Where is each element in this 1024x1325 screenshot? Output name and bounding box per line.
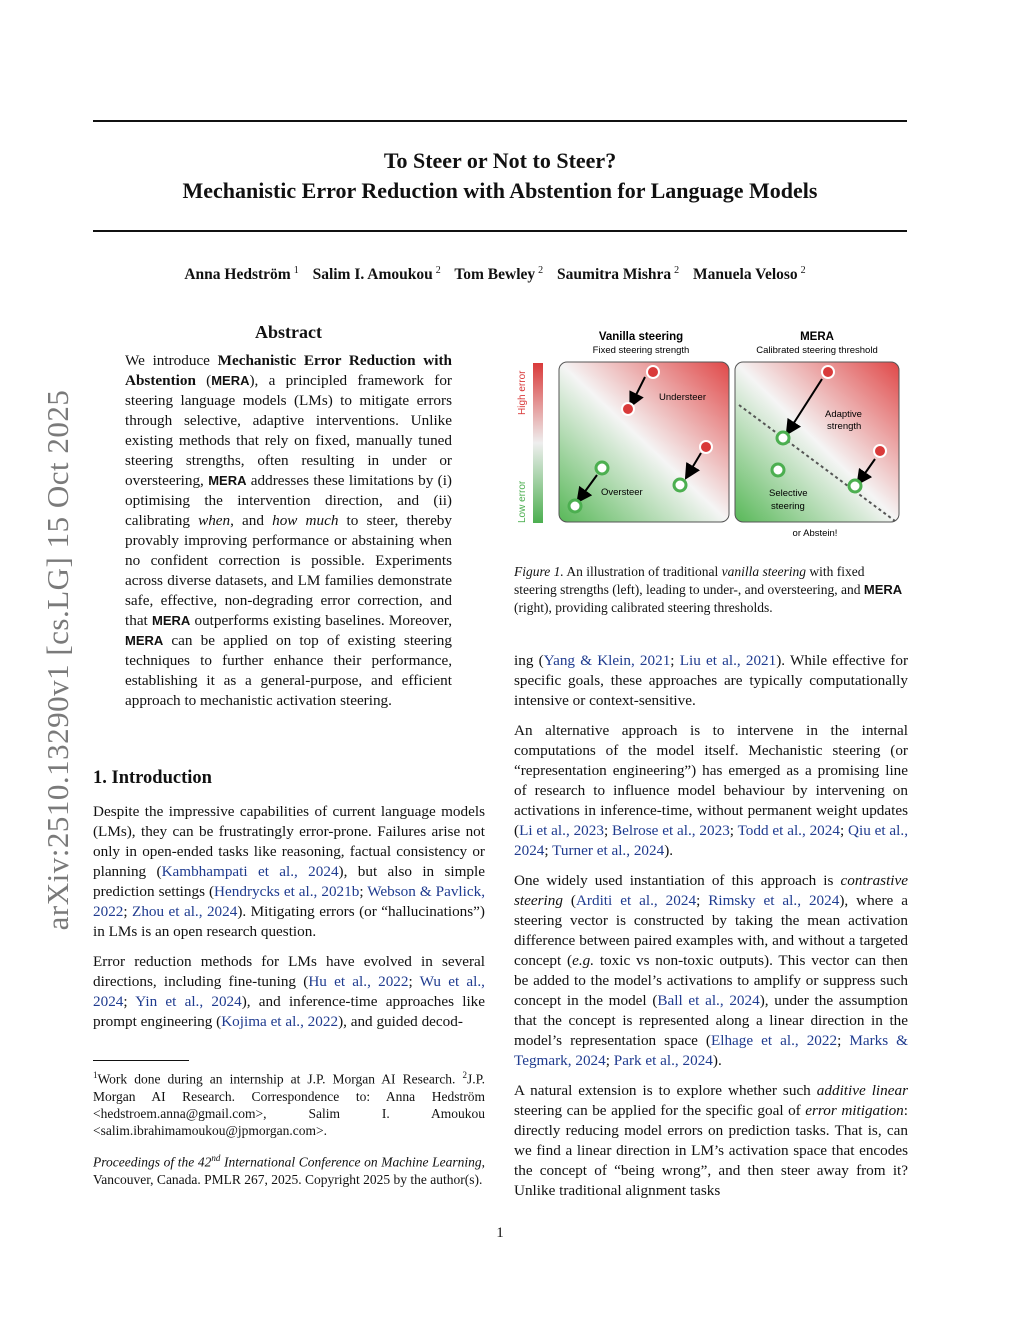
- citation-link[interactable]: Rimsky et al., 2024: [708, 892, 840, 909]
- understeer-label: Understeer: [659, 392, 706, 403]
- low-error-point: [777, 432, 789, 444]
- author-affiliation: 2: [538, 265, 544, 276]
- high-error-point: [700, 441, 712, 453]
- paragraph: One widely used instantiation of this approach is contrastive steering (Arditi et al., 2024; Rimsky et al., 2024), where a steering vector is constructed by taking the mean activation difference between paired examples with, and without a targeted concept (e.g. toxic vs non-toxic outputs). This vector can then be added to the model’s activations to amplify or suppress such concept in the model (Ball et al., 2024), under the assumption that the concept is represented along a linear direction in the model’s representation space (Elhage et al., 2022; Marks & Tegmark, 2024; Park et al., 2024).: [514, 872, 909, 1069]
- low-error-point: [849, 480, 861, 492]
- citation-link[interactable]: Kojima et al., 2022: [221, 1013, 339, 1030]
- author-affiliation: 2: [674, 265, 680, 276]
- citation-link[interactable]: Wu et al., 2024: [93, 973, 485, 1010]
- citation-link[interactable]: Hu et al., 2022: [308, 973, 409, 990]
- right-panel-subtitle: Calibrated steering threshold: [756, 345, 878, 356]
- citation-link[interactable]: Turner et al., 2024: [552, 842, 665, 859]
- citation-link[interactable]: Ball et al., 2024: [657, 992, 760, 1009]
- low-error-label: Low error: [517, 480, 528, 523]
- citation-link[interactable]: Liu et al., 2021: [679, 652, 777, 669]
- low-error-point: [569, 500, 581, 512]
- paper-title-line1: To Steer or Not to Steer?: [383, 148, 617, 173]
- figure-1-illustration: [505, 325, 905, 545]
- footnote-proceedings: Proceedings of the 42nd International Conference on Machine Learning, Vancouver, Canada. PMLR 267, 2025. Copyright 2025 by the author(s).: [93, 1153, 485, 1187]
- author-name: Anna Hedström: [184, 266, 291, 284]
- error-color-bar: [533, 363, 543, 523]
- low-error-point: [772, 464, 784, 476]
- citation-link[interactable]: Li et al., 2023: [519, 822, 604, 839]
- paragraph: A natural extension is to explore whether such additive linear steering can be applied for the specific goal of error mitigation: directly reducing model errors on prediction tasks. That is, can we find a linear direction in LM’s activation space that encodes the concept of “being wrong”, and then steer away from it? Unlike traditional alignment tasks: [514, 1082, 908, 1199]
- citation-link[interactable]: Webson & Pavlick, 2022: [93, 883, 485, 920]
- title-top-rule: [93, 120, 907, 122]
- author-affiliation: 2: [435, 265, 441, 276]
- citation-link[interactable]: Zhou et al., 2024: [132, 903, 238, 920]
- citation-link[interactable]: Arditi et al., 2024: [575, 892, 697, 909]
- citation-link[interactable]: Belrose et al., 2023: [612, 822, 730, 839]
- arxiv-identifier: arXiv:2510.13290v1 [cs.LG] 15 Oct 2025: [40, 389, 75, 931]
- author-list: [93, 265, 907, 284]
- paragraph: Error reduction methods for LMs have evolved in several directions, including fine-tuning (Hu et al., 2022; Wu et al., 2024; Yin et al., 2024), and inference-time approaches like prompt engineering (Kojima et al., 2022), and guided decod-: [93, 953, 485, 1030]
- oversteer-label: Oversteer: [601, 487, 643, 498]
- section-heading-introduction: 1. Introduction: [93, 768, 212, 788]
- abstract-body: We introduce Mechanistic Error Reduction with Abstention (MERA), a principled framework for steering language models (LMs) to mitigate errors through selective, adaptive interventions. Unlike existing methods that rely on fixed, manually tuned steering strengths, often resulting in under or oversteering, MERA addresses these limitations by (i) optimising the intervention direction, and (ii) calibrating when, and how much to steer, thereby provably improving performance or abstaining when no confident correction is possible. Experiments across diverse datasets, and LM families demonstrate safe, effective, non-degrading error correction, and that MERA outperforms existing baselines. Moreover, MERA can be applied on top of existing steering techniques to further enhance their performance, establishing it as a general-purpose, and efficient approach to mechanistic activation steering.: [125, 352, 453, 709]
- citation-link[interactable]: Kambhampati et al., 2024: [161, 863, 339, 880]
- paragraph: ing (Yang & Klein, 2021; Liu et al., 2021). While effective for specific goals, these approaches are typically computationally intensive or context-sensitive.: [514, 652, 909, 709]
- citation-link[interactable]: Yin et al., 2024: [135, 993, 242, 1010]
- high-error-label: High error: [517, 370, 528, 415]
- author-affiliation: 2: [800, 265, 806, 276]
- citation-link[interactable]: Hendrycks et al., 2021b: [214, 883, 360, 900]
- paragraph: An alternative approach is to intervene in the internal computations of the model itself. Mechanistic steering (or “representation engineering”) has emerged as a promising line of research to influence model behaviour by intervening on activations in inference-time, without permanent weight updates (Li et al., 2023; Belrose et al., 2023; Todd et al., 2024; Qiu et al., 2024; Turner et al., 2024).: [514, 722, 908, 859]
- low-error-point: [674, 479, 686, 491]
- left-panel-subtitle: Fixed steering strength: [592, 345, 690, 356]
- title-bottom-rule: [93, 230, 907, 232]
- author-name: Salim I. Amoukou: [312, 266, 433, 284]
- low-error-point: [596, 462, 608, 474]
- author-name: Manuela Veloso: [693, 266, 798, 284]
- author-affiliation: 1: [293, 265, 299, 276]
- citation-link[interactable]: Todd et al., 2024: [737, 822, 840, 839]
- steering-label: steering: [771, 501, 805, 512]
- introduction-body: [93, 802, 485, 1042]
- footnote-rule: [93, 1060, 189, 1061]
- high-error-point: [874, 445, 886, 457]
- citation-link[interactable]: Marks & Tegmark, 2024: [514, 1032, 908, 1069]
- abstract-heading: Abstract: [255, 322, 322, 342]
- citation-link[interactable]: Elhage et al., 2022: [710, 1032, 838, 1049]
- citation-link[interactable]: Yang & Klein, 2021: [543, 652, 671, 669]
- right-column-body: [514, 651, 908, 1211]
- abstein-label: or Abstein!: [792, 528, 838, 539]
- citation-link[interactable]: Park et al., 2024: [613, 1052, 713, 1069]
- paper-title-line2: Mechanistic Error Reduction with Abstention for Language Models: [182, 178, 818, 203]
- high-error-point: [622, 403, 634, 415]
- right-panel-title: MERA: [800, 331, 834, 343]
- paragraph: Despite the impressive capabilities of current language models (LMs), they can be frustratingly error-prone. Failures arise not only in open-ended tasks like reasoning, factual consistency or planning (Kambhampati et al., 2024), but also in simple prediction settings (Hendrycks et al., 2021b; Webson & Pavlick, 2022; Zhou et al., 2024). Mitigating errors (or “hallucinations”) in LMs is an open research question.: [93, 803, 485, 940]
- footnote-affiliations: $^1$Work done during an internship at J.P. Morgan AI Research. $^2$J.P. Morgan AI Research. Correspondence to: Anna Hedström <hedstroem.anna@gmail.com>, Salim I. Amoukou <salim.ibrahimamoukou@jpmorgan.com>.: [93, 1070, 486, 1138]
- figure-1-caption: Figure 1. An illustration of traditional vanilla steering with fixed steering strengths (left), leading to under-, and oversteering, and MERA (right), providing calibrated steering thresholds.: [514, 564, 903, 615]
- high-error-point: [822, 366, 834, 378]
- left-panel-title: Vanilla steering: [598, 331, 684, 343]
- citation-link[interactable]: Qiu et al., 2024: [514, 822, 908, 859]
- high-error-point: [647, 366, 659, 378]
- selective-label: Selective: [769, 488, 808, 499]
- adaptive-label: Adaptive: [825, 409, 862, 420]
- author-name: Tom Bewley: [454, 266, 536, 284]
- page-number: 1: [496, 1225, 504, 1241]
- author-name: Saumitra Mishra: [557, 266, 672, 284]
- strength-label: strength: [827, 421, 862, 432]
